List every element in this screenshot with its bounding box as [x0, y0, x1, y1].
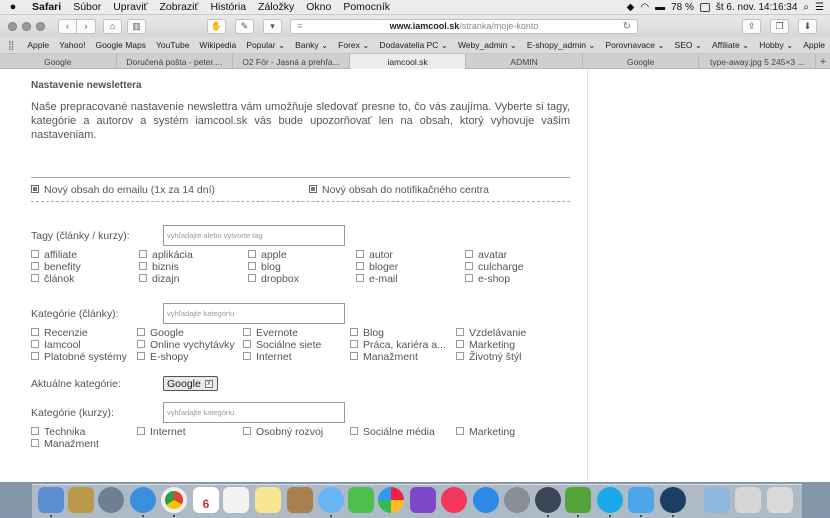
itunes-icon[interactable]	[441, 487, 467, 513]
notes-icon[interactable]	[255, 487, 281, 513]
checkbox-option[interactable]	[456, 339, 515, 351]
running-indicator	[330, 515, 332, 517]
close-window-button[interactable]	[8, 22, 17, 31]
running-indicator	[577, 515, 579, 517]
menu-window[interactable]: Okno	[306, 1, 332, 13]
reader-icon[interactable]: ≡	[297, 21, 303, 31]
chrome-icon[interactable]	[161, 487, 187, 513]
checkbox-label: Technika	[44, 426, 86, 438]
checkbox[interactable]	[248, 274, 256, 282]
checkbox-option[interactable]	[137, 426, 186, 438]
checkbox[interactable]	[31, 439, 39, 447]
checkbox-option[interactable]	[31, 249, 77, 261]
checkbox-label: článok	[44, 273, 75, 285]
reload-icon[interactable]: ↻	[622, 20, 631, 32]
evernote-icon[interactable]	[565, 487, 591, 513]
checkbox[interactable]	[31, 427, 39, 435]
checkbox[interactable]	[139, 274, 147, 282]
status-area	[627, 2, 830, 13]
checkbox[interactable]	[465, 250, 473, 258]
checkbox-label: bloger	[369, 261, 399, 273]
tabs-overview-icon[interactable]: ❐	[770, 19, 789, 34]
checkbox-label: aplikácia	[152, 249, 193, 261]
notification-label: Nový obsah do notifikačného centra	[322, 184, 489, 196]
apple-menu-icon[interactable]: ●	[9, 1, 17, 13]
checkbox[interactable]	[137, 340, 145, 348]
checkbox-label: Google	[150, 327, 184, 339]
checkbox[interactable]	[456, 328, 464, 336]
categories-courses-label: Kategórie (kurzy):	[31, 407, 114, 419]
checkbox-label: e-mail	[369, 273, 398, 285]
tab-admin[interactable]: ADMIN	[466, 54, 583, 69]
checkbox-option[interactable]	[248, 261, 281, 273]
checkbox-option[interactable]	[456, 327, 526, 339]
bookmark-item[interactable]: Apple	[27, 40, 50, 50]
checkbox[interactable]	[31, 328, 39, 336]
spotlight-icon[interactable]: ⌕	[803, 1, 810, 13]
checkbox[interactable]	[356, 262, 364, 270]
tags-search-input[interactable]	[163, 225, 345, 246]
tools-icon[interactable]: ✎	[235, 19, 254, 34]
checkbox-option[interactable]	[356, 261, 398, 273]
divider	[31, 201, 570, 202]
checkbox[interactable]	[31, 340, 39, 348]
email-newsletter-label: Nový obsah do emailu (1x za 14 dní)	[44, 184, 216, 196]
tab-image[interactable]: type-away.jpg 5 245×3 ...	[699, 54, 816, 69]
checkbox[interactable]	[356, 250, 364, 258]
checkbox-option[interactable]	[248, 249, 287, 261]
checkbox[interactable]	[243, 427, 251, 435]
nav-buttons	[58, 19, 96, 34]
running-indicator	[640, 515, 642, 517]
menu-history[interactable]: História	[210, 1, 247, 13]
skype-icon[interactable]	[597, 487, 623, 513]
newsletter-settings-panel	[0, 69, 588, 482]
checkbox-option[interactable]	[350, 351, 418, 363]
categories-articles-list	[31, 327, 571, 363]
checkbox-label: benefity	[44, 261, 81, 273]
remove-chip-icon[interactable]: x	[205, 380, 213, 388]
bookmark-folder[interactable]: Weby_admin ⌄	[457, 39, 517, 50]
tab-google-2[interactable]: Google	[583, 54, 700, 69]
tab-google[interactable]: Google	[0, 54, 117, 69]
checkbox-option[interactable]	[243, 351, 292, 363]
checkbox-option[interactable]	[31, 339, 81, 351]
bookmark-item[interactable]: Yahoo!	[59, 40, 86, 50]
checkbox-label: apple	[261, 249, 287, 261]
steam-icon[interactable]	[535, 487, 561, 513]
checkbox-label: blog	[261, 261, 281, 273]
running-indicator	[672, 515, 674, 517]
checkbox-label: Internet	[256, 351, 292, 363]
finder-icon[interactable]	[38, 487, 64, 513]
section-description: Naše prepracované nastavenie newslettra vám umožňuje sledovať presne to, čo vás zaujíma. Vyberte si tagy, kategórie a autorov a systém iamcool.sk vás bude upozorňovať len na obsah, ktorý vyhovuje vašim nastaveniam.	[31, 101, 570, 141]
share-icon[interactable]: ⇪	[742, 19, 761, 34]
current-categories-label: Aktuálne kategórie:	[31, 378, 121, 390]
checkbox-label: affiliate	[44, 249, 78, 261]
bookmark-folder[interactable]: Dodavatelia PC ⌄	[379, 39, 448, 50]
tags-label: Tagy (články / kurzy):	[31, 230, 130, 242]
checkbox[interactable]	[465, 274, 473, 282]
dock	[0, 482, 830, 518]
checkbox-option[interactable]	[137, 351, 189, 363]
notification-checkbox[interactable]	[309, 185, 317, 193]
battery-icon[interactable]	[700, 3, 710, 12]
checkbox[interactable]	[350, 340, 358, 348]
download-icon[interactable]: ⬇	[798, 19, 817, 34]
divider	[31, 177, 570, 178]
menu-bookmarks[interactable]: Záložky	[258, 1, 295, 13]
checkbox-label: dizajn	[152, 273, 180, 285]
email-newsletter-checkbox[interactable]	[31, 185, 39, 193]
bookmark-folder[interactable]: SEO ⌄	[674, 39, 702, 50]
checkbox-option[interactable]	[356, 249, 393, 261]
section-title: Nastavenie newslettera	[31, 80, 142, 91]
trash-icon[interactable]	[767, 487, 793, 513]
bookmark-item[interactable]: Wikipedia	[199, 40, 237, 50]
calendar-icon[interactable]: 6	[193, 487, 219, 513]
checkbox-label: Marketing	[469, 426, 516, 438]
checkbox-label: Životný štýl	[469, 351, 522, 363]
categories-articles-label: Kategórie (články):	[31, 308, 119, 320]
url-path: /stranka/moje-konto	[459, 21, 539, 31]
checkbox-option[interactable]	[465, 273, 510, 285]
checkbox[interactable]	[248, 262, 256, 270]
checkbox-label: Internet	[150, 426, 186, 438]
checkbox-option[interactable]	[139, 261, 179, 273]
checkbox-label: E-shopy	[150, 351, 189, 363]
checkbox-option[interactable]	[31, 273, 74, 285]
email-newsletter-option[interactable]	[31, 184, 215, 196]
running-indicator	[50, 515, 52, 517]
notification-option[interactable]	[309, 184, 489, 196]
contacts-icon[interactable]	[287, 487, 313, 513]
tags-list	[31, 249, 571, 285]
bookmark-folder[interactable]: Banky ⌄	[295, 39, 329, 50]
checkbox[interactable]	[31, 250, 39, 258]
checkbox-option[interactable]	[31, 261, 81, 273]
safari-icon[interactable]	[130, 487, 156, 513]
checkbox-label: Vzdelávanie	[469, 327, 527, 339]
dropbox-icon[interactable]: ◆	[626, 1, 635, 13]
checkbox-label: Platobné systémy	[44, 351, 127, 363]
facetime-icon[interactable]	[348, 487, 374, 513]
checkbox-label: Sociálne média	[363, 426, 435, 438]
checkbox-option[interactable]	[31, 426, 85, 438]
tab-iamcool[interactable]: iamcool.sk	[350, 54, 467, 69]
wifi-icon[interactable]: ◠	[640, 1, 650, 13]
tab-bar	[0, 54, 830, 69]
checkbox[interactable]	[243, 328, 251, 336]
forward-button[interactable]: ›	[77, 19, 96, 34]
back-button[interactable]: ‹	[58, 19, 77, 34]
menu-help[interactable]: Pomocník	[343, 1, 391, 13]
checkbox-option[interactable]	[350, 327, 384, 339]
bookmark-folder[interactable]: Hobby ⌄	[759, 39, 794, 50]
bookmark-item[interactable]: Google Maps	[95, 40, 147, 50]
checkbox[interactable]	[31, 262, 39, 270]
clock[interactable]: št 6. nov. 14:16:34	[715, 1, 798, 13]
notification-center-icon[interactable]: ☰	[815, 1, 824, 13]
checkbox-option[interactable]	[139, 273, 179, 285]
checkbox-option[interactable]	[456, 426, 515, 438]
checkbox-label: Práca, kariéra a...	[363, 339, 446, 351]
running-indicator	[547, 515, 549, 517]
tab-inbox[interactable]: Doručená pošta - peter....	[117, 54, 234, 69]
page-content	[0, 69, 830, 482]
quicktime-icon[interactable]	[660, 487, 686, 513]
zoom-window-button[interactable]	[36, 22, 45, 31]
checkbox-label: culcharge	[478, 261, 524, 273]
system-preferences-icon[interactable]	[504, 487, 530, 513]
top-sites-icon[interactable]: ⣿	[7, 39, 15, 50]
tab-o2-forum[interactable]: O2 Fór - Jasná a prehľa...	[233, 54, 350, 69]
checkbox-option[interactable]	[137, 327, 184, 339]
checkbox-option[interactable]	[243, 327, 298, 339]
checkbox[interactable]	[456, 427, 464, 435]
checkbox-label: Osobný rozvoj	[256, 426, 324, 438]
checkbox-label: Sociálne siete	[256, 339, 322, 351]
checkbox[interactable]	[248, 250, 256, 258]
bookmarks-bar	[0, 37, 830, 54]
checkbox[interactable]	[243, 352, 251, 360]
categories-courses-list	[31, 426, 571, 450]
downloads-stack-icon[interactable]	[735, 487, 761, 513]
app-store-icon[interactable]	[473, 487, 499, 513]
checkbox-label: Manažment	[44, 438, 99, 450]
checkbox[interactable]	[465, 262, 473, 270]
launchpad-icon[interactable]	[98, 487, 124, 513]
checkbox-label: Blog	[363, 327, 385, 339]
category-chip	[163, 376, 218, 391]
categories-articles-search-input[interactable]	[163, 303, 345, 324]
photos-icon[interactable]	[378, 487, 404, 513]
bookmark-folder[interactable]: Affiliate ⌄	[711, 39, 750, 50]
checkbox[interactable]	[139, 262, 147, 270]
address-bar[interactable]	[290, 19, 638, 34]
sidebar-toggle-icon[interactable]: ▥	[127, 19, 146, 34]
checkbox-label: Recenzie	[44, 327, 88, 339]
reminders-icon[interactable]	[223, 487, 249, 513]
checkbox-label: dropbox	[261, 273, 299, 285]
checkbox-option[interactable]	[248, 273, 299, 285]
checkbox-label: e-shop	[478, 273, 511, 285]
checkbox[interactable]	[456, 352, 464, 360]
checkbox-option[interactable]	[350, 426, 435, 438]
automator-icon[interactable]	[68, 487, 94, 513]
running-indicator	[173, 515, 175, 517]
checkbox[interactable]	[137, 427, 145, 435]
checkbox-label: Manažment	[363, 351, 418, 363]
checkbox-option[interactable]	[31, 327, 88, 339]
category-chip-label: Google	[167, 377, 201, 390]
checkbox[interactable]	[350, 427, 358, 435]
checkbox-option[interactable]	[465, 249, 507, 261]
running-indicator	[609, 515, 611, 517]
bookmark-folder[interactable]: E-shopy_admin ⌄	[526, 39, 596, 50]
applications-folder-icon[interactable]	[704, 487, 730, 513]
menu-safari[interactable]: Safari	[32, 1, 62, 13]
checkbox[interactable]	[350, 328, 358, 336]
checkbox[interactable]	[243, 340, 251, 348]
twitter-icon[interactable]	[628, 487, 654, 513]
checkbox-label: Online vychytávky	[150, 339, 235, 351]
checkbox[interactable]	[137, 328, 145, 336]
bookmark-item[interactable]: YouTube	[156, 40, 190, 50]
checkbox-label: Marketing	[469, 339, 516, 351]
bookmark-folder[interactable]: Forex ⌄	[338, 39, 370, 50]
checkbox-option[interactable]	[137, 339, 235, 351]
new-tab-button[interactable]: +	[819, 55, 827, 68]
checkbox-label: Evernote	[256, 327, 299, 339]
checkbox[interactable]	[356, 274, 364, 282]
checkbox-option[interactable]	[465, 261, 524, 273]
checkbox[interactable]	[139, 250, 147, 258]
categories-courses-search-input[interactable]	[163, 402, 345, 423]
checkbox[interactable]	[456, 340, 464, 348]
checkbox-label: avatar	[478, 249, 508, 261]
checkbox-option[interactable]	[139, 249, 193, 261]
menu-file[interactable]: Súbor	[73, 1, 102, 13]
running-indicator	[142, 515, 144, 517]
menu-bar	[0, 0, 830, 15]
checkbox-label: autor	[369, 249, 393, 261]
checkbox[interactable]	[31, 274, 39, 282]
checkbox[interactable]	[350, 352, 358, 360]
browser-toolbar	[0, 15, 830, 37]
minimize-window-button[interactable]	[22, 22, 31, 31]
bookmark-folder[interactable]: Porovnavace ⌄	[605, 39, 665, 50]
home-button[interactable]: ⌂	[103, 19, 122, 34]
checkbox-option[interactable]	[243, 339, 321, 351]
checkbox-option[interactable]	[31, 438, 99, 450]
checkbox[interactable]	[31, 352, 39, 360]
battery-percent[interactable]: 78 %	[671, 1, 694, 13]
language-flag-icon[interactable]: ▬	[655, 1, 666, 13]
checkbox-option[interactable]	[356, 273, 398, 285]
url-domain: www.iamcool.sk	[389, 21, 460, 31]
messages-icon[interactable]	[318, 487, 344, 513]
checkbox-option[interactable]	[243, 426, 323, 438]
menu-edit[interactable]: Upraviť	[113, 1, 148, 13]
window-controls	[0, 22, 58, 31]
extension-icon[interactable]: ✋	[207, 19, 226, 34]
checkbox-option[interactable]	[456, 351, 522, 363]
pocket-icon[interactable]: ▾	[263, 19, 282, 34]
bookmark-folder[interactable]: Popular ⌄	[246, 39, 286, 50]
checkbox-option[interactable]	[31, 351, 127, 363]
checkbox-label: Iamcool	[44, 339, 81, 351]
checkbox-label: biznis	[152, 261, 179, 273]
imovie-icon[interactable]	[410, 487, 436, 513]
menu-view[interactable]: Zobraziť	[159, 1, 199, 13]
bookmark-item[interactable]: Apple	[803, 40, 825, 50]
checkbox-option[interactable]	[350, 339, 446, 351]
checkbox[interactable]	[137, 352, 145, 360]
